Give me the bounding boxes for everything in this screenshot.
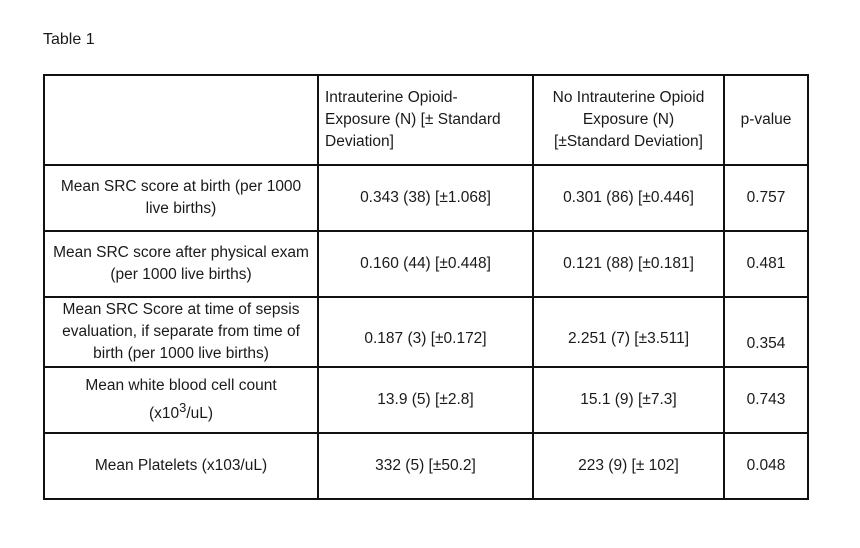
header-no-opioid-line-2: Exposure (N) [582,111,675,128]
header-no-opioid-line-1: No Intrauterine Opioid [552,89,705,106]
p-value: 0.481 [724,231,808,297]
p-value: 0.743 [724,367,808,433]
p-value: 0.354 [724,297,808,367]
header-opioid-line-1: Intrauterine Opioid- [325,89,458,106]
row-label: Mean Platelets (x103/uL) [44,433,318,499]
unit-exponent: 3 [179,399,187,415]
opioid-value: 0.187 (3) [±0.172] [318,297,533,367]
table-row [44,367,808,433]
header-blank-cell [44,75,318,165]
opioid-value: 332 (5) [±50.2] [318,433,533,499]
row-label-main: Mean white blood cell count [85,376,277,394]
row-label: Mean SRC score at birth (per 1000 live births) [44,165,318,231]
p-value: 0.757 [724,165,808,231]
no-opioid-value: 2.251 (7) [±3.511] [533,297,724,367]
header-row [44,75,808,165]
table-row [44,165,808,231]
opioid-value: 0.160 (44) [±0.448] [318,231,533,297]
row-label-unit [51,397,311,425]
table-row [44,433,808,499]
no-opioid-value: 0.301 (86) [±0.446] [533,165,724,231]
unit-prefix: (x10 [148,405,180,423]
header-p-value: p-value [724,75,808,165]
results-table [43,74,809,500]
row-label: Mean SRC Score at time of sepsis evaluation, if separate from time of birth (per 1000 live births) [44,297,318,367]
opioid-value: 13.9 (5) [±2.8] [318,367,533,433]
header-no-opioid-exposure [533,75,724,165]
header-opioid-line-3: Deviation] [325,133,394,150]
row-label [44,367,318,433]
no-opioid-value: 0.121 (88) [±0.181] [533,231,724,297]
header-no-opioid-line-3: [±Standard Deviation] [554,133,703,150]
p-value: 0.048 [724,433,808,499]
header-opioid-exposure [318,75,533,165]
opioid-value: 0.343 (38) [±1.068] [318,165,533,231]
no-opioid-value: 15.1 (9) [±7.3] [533,367,724,433]
header-opioid-line-2: Exposure (N) [± Standard [325,111,501,128]
table-row [44,231,808,297]
no-opioid-value: 223 (9) [± 102] [533,433,724,499]
row-label: Mean SRC score after physical exam (per 1000 live births) [44,231,318,297]
unit-suffix: /uL) [186,405,214,423]
table-row [44,297,808,367]
table-caption: Table 1 [43,31,95,48]
